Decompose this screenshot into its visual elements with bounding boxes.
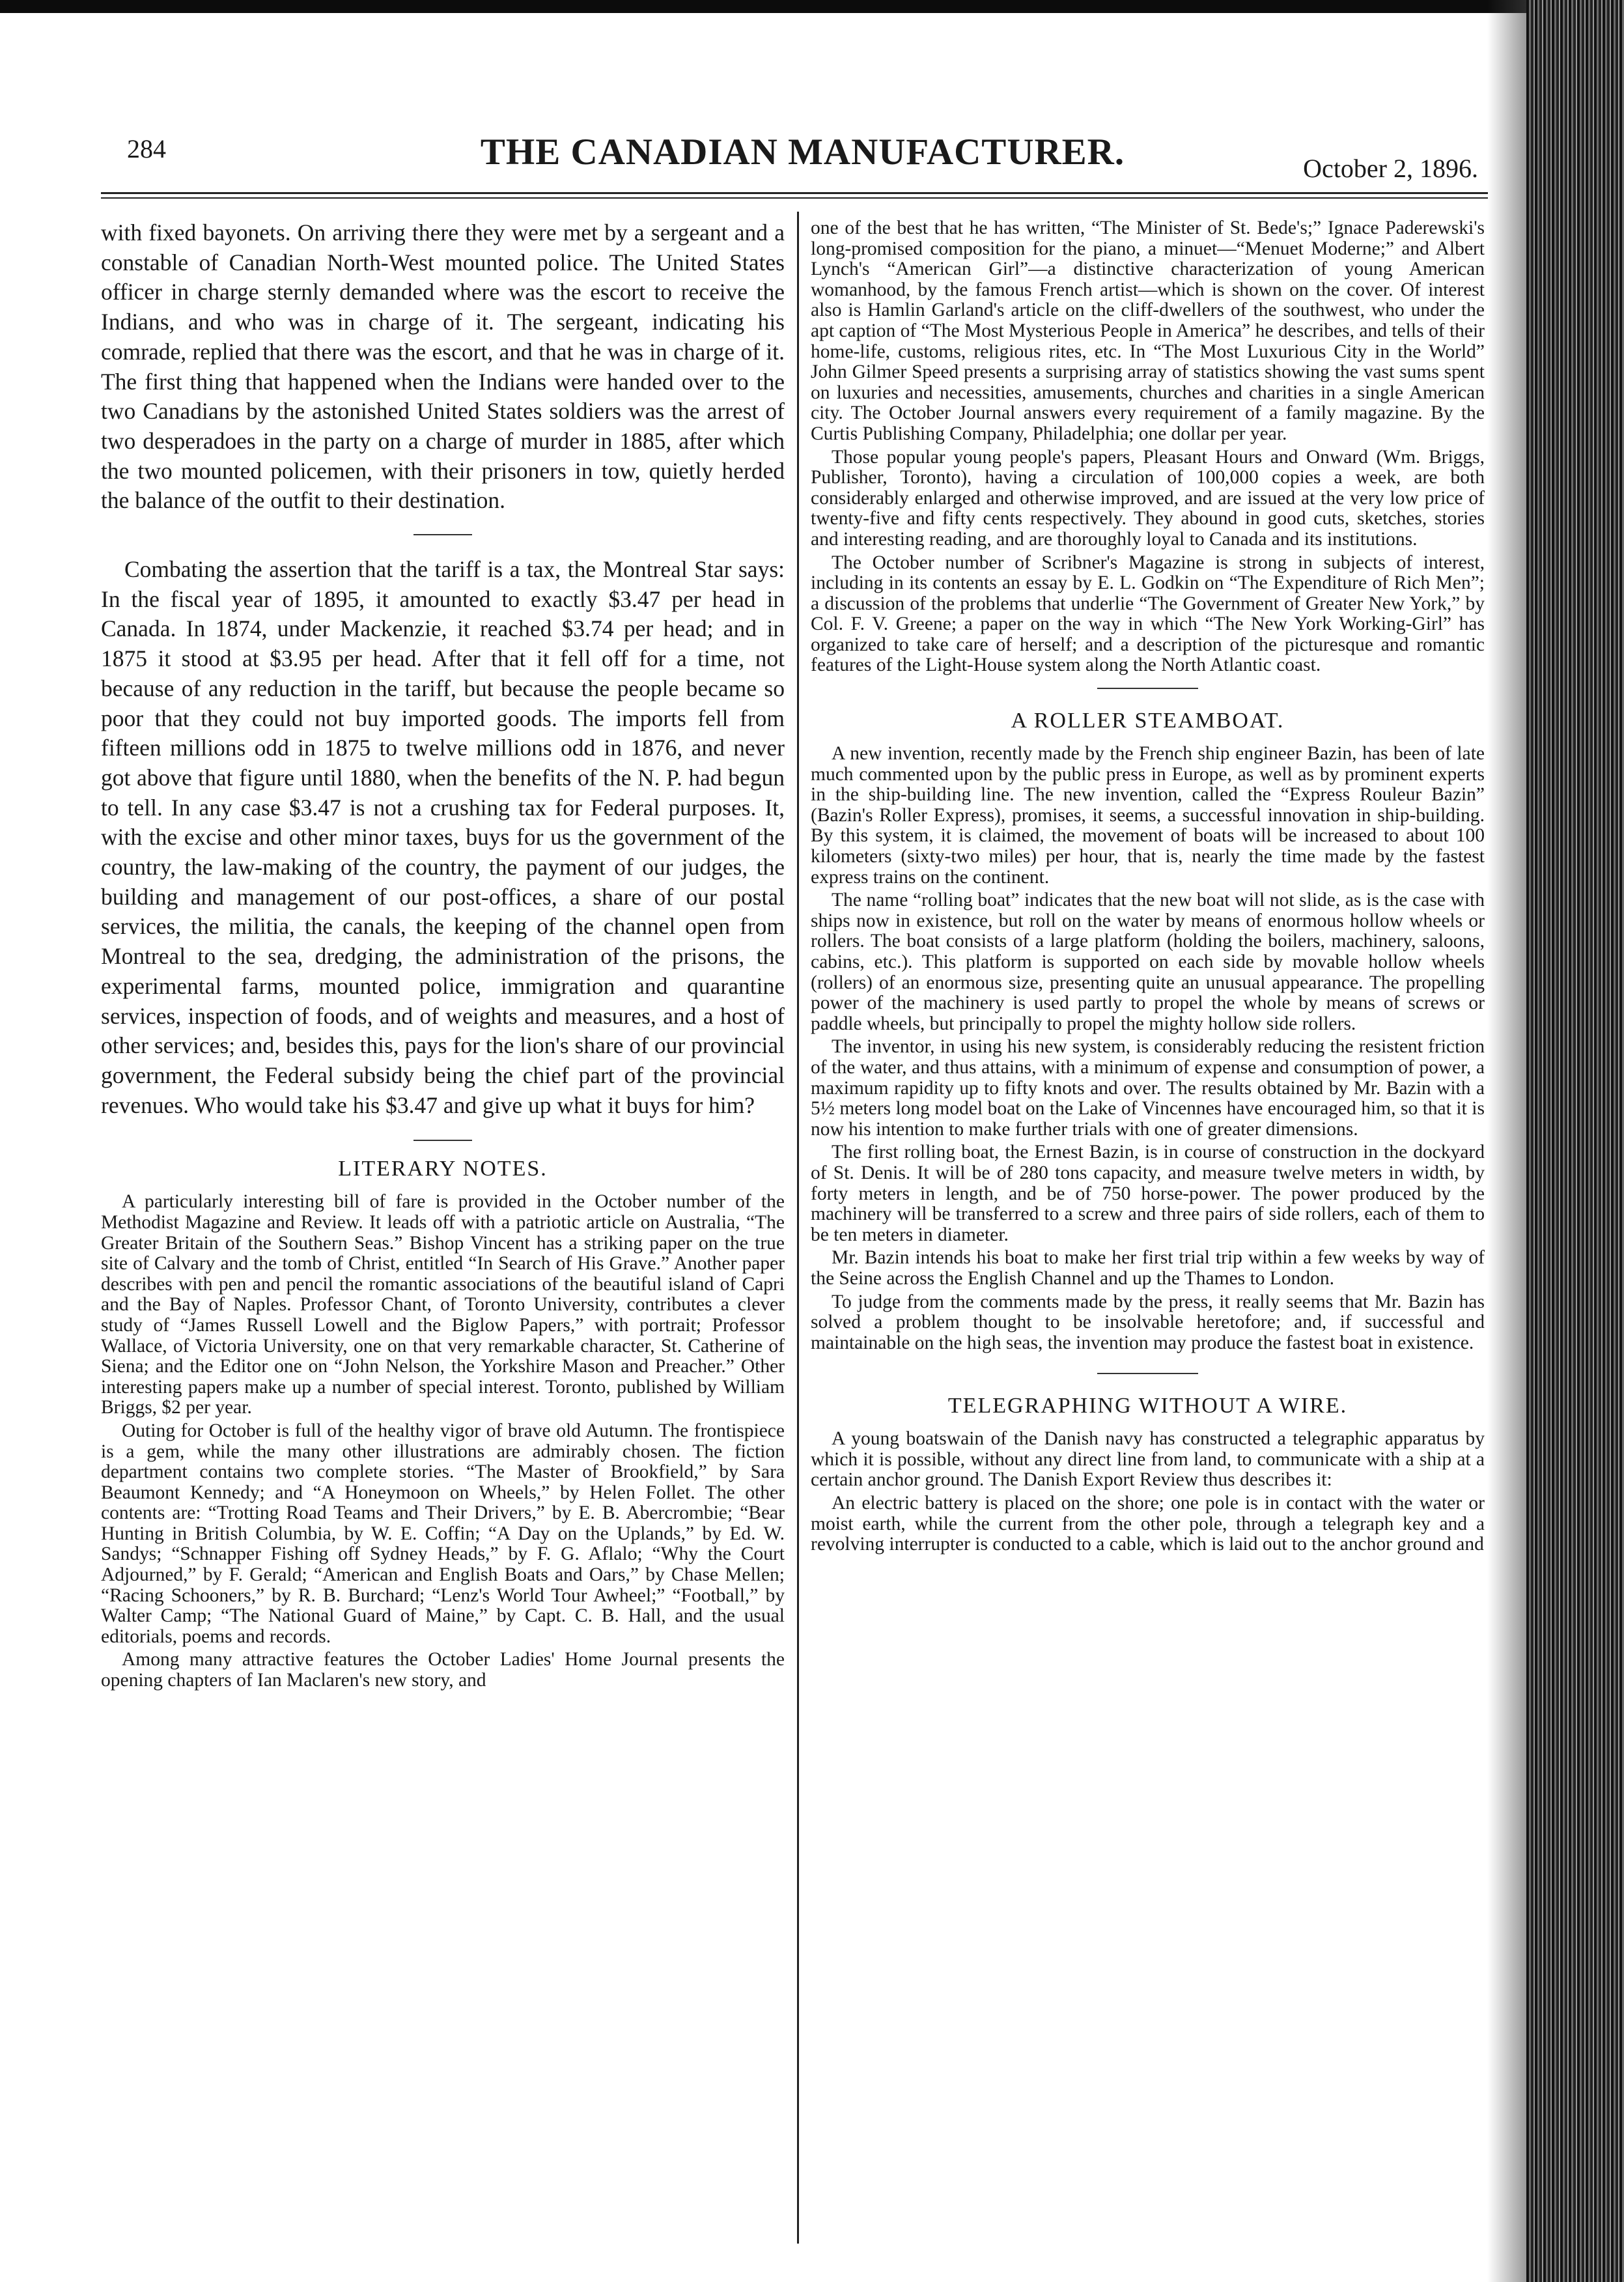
literary-notes-body: [101, 1192, 785, 1691]
telegraphing-body: [811, 1429, 1485, 1555]
roller-paragraph-2: The name “rolling boat” indicates that the new boat will not slide, as is the case with ships now in existence, but roll on the water by means of enormous hollow wheels or rollers. The boat consists of a large platform (holding the boilers, machinery, saloons, cabins, etc.). This platform is supported on each side by movable hollow wheels (rollers) of an enormous size, presenting quite an unusual appearance. The propelling power of the machinery is used partly to propel the whole by means of screws or paddle wheels, but principally to propel the mighty hollow side rollers.: [811, 890, 1485, 1034]
scan-top-border: [0, 0, 1624, 13]
journal-continued-paragraph: one of the best that he has written, “The Minister of St. Bede's;” Ignace Paderewski's long-promised composition for the piano, a minuet—“Menuet Moderne;” and Albert Lynch's “American Girl”—a distinctive characterization of young American womanhood, by the famous French artist—which is shown on the cover. Of interest also is Hamlin Garland's article on the cliff-dwellers of the southwest, who under the apt caption of “The Most Mysterious People in America” he describes, and tells of their home-life, customs, religious rites, etc. In “The Most Luxurious City in the World” John Gilmer Speed presents a surprising array of statistics showing the vast sums spent on luxuries and necessities, amusements, churches and charities in a single American city. The October Journal answers every requirement of a family magazine. By the Curtis Publishing Company, Philadelphia; one dollar per year.: [811, 218, 1485, 444]
header-rule: [101, 192, 1488, 194]
header-rule-thin: [101, 197, 1488, 199]
telegraphing-heading: TELEGRAPHING WITHOUT A WIRE.: [947, 1394, 1348, 1418]
left-column: [101, 218, 785, 1691]
column-divider: [797, 212, 799, 2244]
outing-paragraph: Outing for October is full of the healthy vigor of brave old Autumn. The frontispiece is a gem, while the many other illustrations are admirably chosen. The fiction department contains two complete stories. “The Master of Brookfield,” by Sara Beaumont Kennedy; and “A Honeymoon on Wheels,” by Helen Follet. The other contents are: “Trotting Road Teams and Their Drivers,” by E. B. Abercrombie; “Bear Hunting in British Columbia, by W. E. Coffin; “A Day on the Uplands,” by Ed. W. Sandys; “Schnapper Fishing off Sydney Heads,” by F. G. Aflalo; “Why the Court Adjourned,” by F. Gerald; “American and English Boats and Oars,” by Chase Mellen; “Racing Schooners,” by R. B. Burchard; “Lenz's World Tour Awheel;” “Football,” by Walter Camp; “The National Guard of Maine,” by Capt. C. B. Hall, and the usual editorials, poems and records.: [101, 1420, 785, 1647]
roller-paragraph-6: To judge from the comments made by the press, it really seems that Mr. Bazin has solved a problem thought to be insolvable heretofore; and, if successful and maintainable on the high seas, the invention may produce the fastest boat in existence.: [811, 1291, 1485, 1353]
scribners-paragraph: The October number of Scribner's Magazine is strong in subjects of interest, including in its contents an essay by E. L. Godkin on “The Expenditure of Rich Men”; a discussion of the problems that underlie “The Government of Greater New York,” by Col. F. V. Greene; a paper on the way in which “The New York Working-Girl” has organized to take care of herself; and a description of the picturesque and romantic features of the Light-House system along the North Atlantic coast.: [811, 552, 1485, 676]
roller-paragraph-4: The first rolling boat, the Ernest Bazin, is in course of construction in the dockyard of St. Denis. It will be of 280 tons capacity, and measure twelve meters in width, by forty meters in length, and be of 750 horse-power. The power produced by the machinery will be transferred to a screw and three pairs of side rollers, each of them to be ten meters in diameter.: [811, 1142, 1485, 1245]
tariff-paragraph: Combating the assertion that the tariff is a tax, the Montreal Star says: In the fiscal year of 1895, it amounted to exactly $3.47 per head in Canada. In 1874, under Mackenzie, it reached $3.74 per head; and in 1875 it stood at $3.95 per head. After that it fell off for a time, not because of any reduction in the tariff, but because the people became so poor that they could not buy imported goods. The imports fell from fifteen millions odd in 1875 to twelve millions odd in 1876, and never got above that figure until 1880, when the benefits of the N. P. had begun to tell. In any case $3.47 is not a crushing tax for Federal purposes. It, with the excise and other minor taxes, buys for us the government of the country, the law-making of the country, the payment of our judges, the building and management of our post-offices, a share of our postal services, the militia, the canals, the keeping of the channel open from Montreal to the sea, dredging, the administration of the prisons, the experimental farms, mounted police, immigration and quarantine services, inspection of foods, and of weights and measures, and a host of other services; and, besides this, pays for the lion's share of our provincial government, the Federal subsidy being the chief part of the provincial revenues. Who would take his $3.47 and give up what it buys for him?: [101, 556, 785, 1118]
section-rule: [1097, 688, 1198, 689]
section-rule: [1097, 1373, 1198, 1374]
literary-notes-heading: LITERARY NOTES.: [338, 1157, 548, 1181]
roller-steamboat-heading: A ROLLER STEAMBOAT.: [1011, 709, 1285, 733]
telegraph-paragraph-1: A young boatswain of the Danish navy has constructed a telegraphic apparatus by which it is possible, without any direct line from land, to communicate with a ship at a certain anchor ground. The Danish Export Review thus describes it:: [811, 1428, 1485, 1491]
section-rule: [413, 1140, 472, 1141]
roller-paragraph-1: A new invention, recently made by the French ship engineer Bazin, has been of late much commented upon by the public press in Europe, as well as by prominent experts in the ship-building line. The new invention, called the “Express Rouleur Bazin” (Bazin's Roller Express), promises, it seems, a successful innovation in ship-building. By this system, it is claimed, the movement of boats will be increased to about 100 kilometers (sixty-two miles) per hour, that is, nearly the time made by the fastest express trains on the continent.: [811, 743, 1485, 888]
literary-notes-continued: [811, 218, 1485, 676]
issue-date: October 2, 1896.: [1303, 154, 1478, 183]
roller-steamboat-body: [811, 744, 1485, 1353]
methodist-magazine-paragraph: A particularly interesting bill of fare is provided in the October number of the Methodist Magazine and Review. It leads off with a patriotic article on Australia, “The Greater Britain of the Southern Seas.” Bishop Vincent has a striking paper on the true site of Calvary and the tomb of Christ, entitled “In Search of His Grave.” Another paper describes with pen and pencil the romantic associations of the beautiful island of Capri and the Bay of Naples. Professor Chant, of Toronto University, contributes a clever study of “James Russell Lowell and the Biglow Papers,” with portrait; Professor Wallace, of Victoria University, one on that very remarkable character, St. Catherine of Siena; and the Editor one on “John Nelson, the Yorkshire Mason and Preacher.” Other interesting papers make up a number of special interest. Toronto, published by William Briggs, $2 per year.: [101, 1191, 785, 1418]
roller-paragraph-5: Mr. Bazin intends his boat to make her first trial trip within a few weeks by way of the Seine across the English Channel and up the Thames to London.: [811, 1247, 1485, 1289]
indian-escort-paragraph: with fixed bayonets. On arriving there they were met by a sergeant and a constable of Canadian North-West mounted police. The United States officer in charge sternly demanded where was the escort to receive the Indians, and who was in charge of it. The sergeant, indicating his comrade, replied that there was the escort, and that he was in charge of it. The first thing that happened when the Indians were handed over to the two Canadians by the astonished United States soldiers was the arrest of two desperadoes in the party on a charge of murder in 1885, after which the two mounted policemen, with their prisoners in tow, quietly herded the balance of the outfit to their destination.: [101, 219, 785, 514]
young-peoples-papers-paragraph: Those popular young people's papers, Pleasant Hours and Onward (Wm. Briggs, Publisher, Toronto), having a circulation of 100,000 copies a week, are both considerably enlarged and otherwise improved, and are issued at the very low price of twenty-five and fifty cents respectively. They abound in good cuts, sketches, stories and interesting reading, and are thoroughly loyal to Canada and its institutions.: [811, 446, 1485, 550]
right-column: [811, 218, 1485, 1555]
roller-paragraph-3: The inventor, in using his new system, is considerably reducing the resistent friction of the water, and thus attains, with a minimum of expense and consumption of power, a maximum rapidity up to fifty knots and over. The results obtained by Mr. Bazin with a 5½ meters long model boat on the Lake of Vincennes have encouraged him, so that it is now his intention to make further trials with one of greater dimensions.: [811, 1036, 1485, 1140]
section-rule: [413, 534, 472, 535]
ladies-home-journal-paragraph: Among many attractive features the October Ladies' Home Journal presents the opening chapters of Ian Maclaren's new story, and: [101, 1649, 785, 1691]
page-number: 284: [127, 134, 166, 163]
telegraph-paragraph-2: An electric battery is placed on the shore; one pole is in contact with the water or moist earth, while the current from the other pole, through a telegraph key and a revolving interrupter is conducted to a cable, which is laid out to the anchor ground and: [811, 1493, 1485, 1555]
page-header: [127, 134, 1478, 192]
editorial-section: [101, 218, 785, 1120]
publication-title: THE CANADIAN MANUFACTURER.: [480, 132, 1125, 173]
scan-right-border: [1526, 0, 1624, 2282]
